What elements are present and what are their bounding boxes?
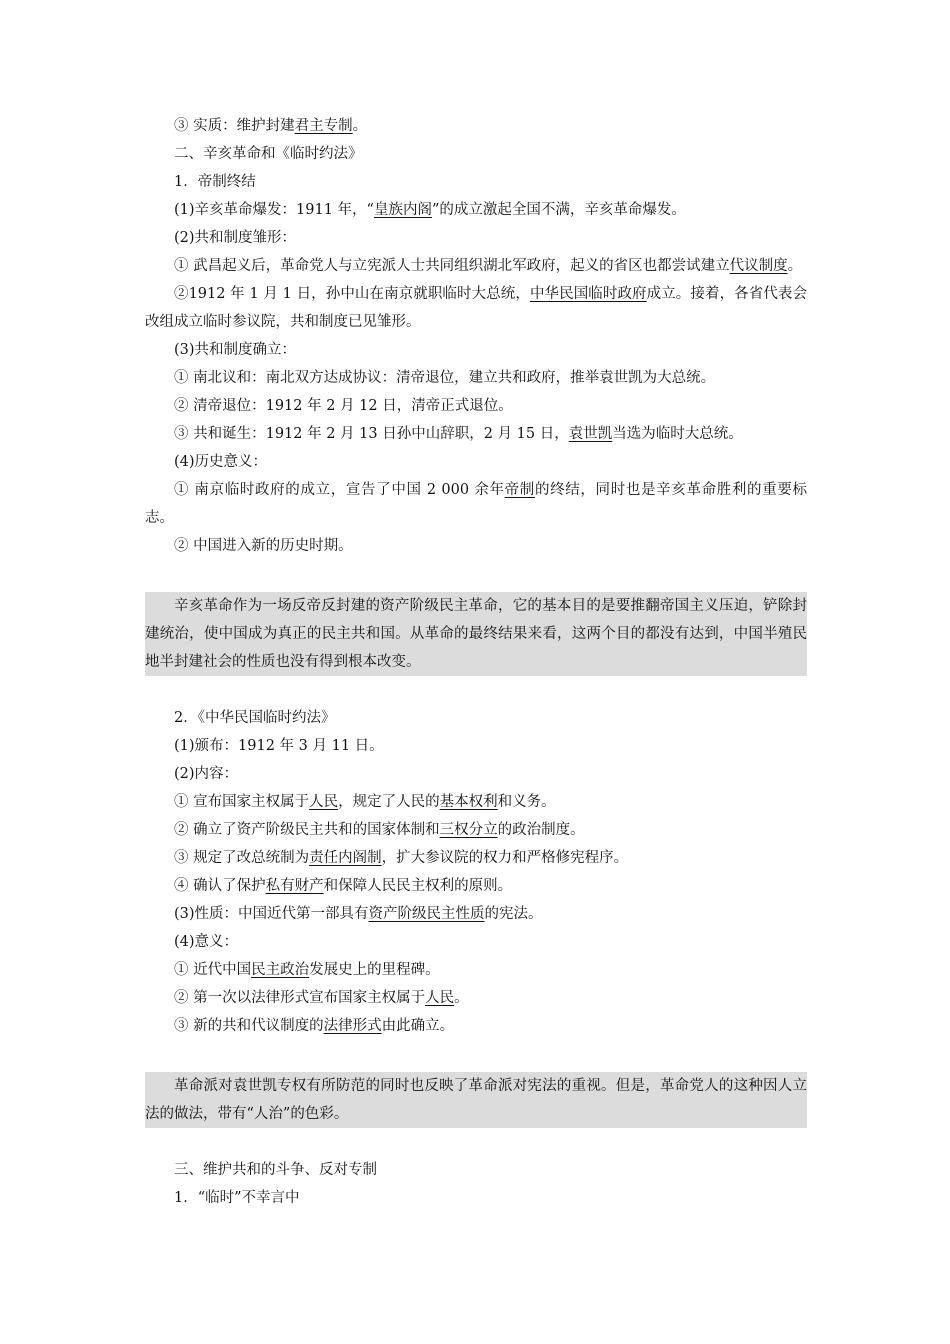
subsection-title: 2．《中华民国临时约法》 bbox=[174, 710, 336, 726]
text: 。 bbox=[454, 990, 469, 1006]
content-item-1 bbox=[145, 788, 807, 816]
keyword: 民主政治 bbox=[251, 962, 310, 978]
prototype-item-1 bbox=[145, 252, 807, 280]
significance-item-2: ② 中国进入新的历史时期。 bbox=[174, 538, 353, 554]
section-heading: 二、辛亥革命和《临时约法》 bbox=[174, 146, 363, 162]
essence-line bbox=[145, 112, 807, 140]
text: 。 bbox=[352, 118, 368, 134]
keyword: 资产阶级民主性质 bbox=[368, 906, 485, 922]
text: ③ 共和诞生：1912 年 2 月 13 日孙中山辞职，2 月 15 日， bbox=[174, 426, 569, 442]
keyword: 基本权利 bbox=[439, 794, 498, 810]
keyword: 帝制 bbox=[504, 482, 535, 498]
content-item-2 bbox=[145, 816, 807, 844]
section-heading: 三、维护共和的斗争、反对专制 bbox=[174, 1162, 377, 1178]
text: 成立。接着，各省代表会改组成立临时参议院，共和制度已见雏形。 bbox=[145, 286, 807, 330]
text: ②1912 年 1 月 1 日，孙中山在南京就职临时大总统， bbox=[174, 286, 530, 302]
text: 的终结，同时也是辛亥革命胜利的重要标志。 bbox=[145, 482, 808, 526]
establish-item-3 bbox=[145, 420, 807, 448]
text: ① 宣布国家主权属于 bbox=[174, 794, 310, 810]
subsection-title: 1．帝制终结 bbox=[174, 174, 256, 190]
text: 。 bbox=[787, 258, 803, 274]
subsection-title: 1．“临时”不幸言中 bbox=[174, 1190, 300, 1206]
text: ② 第一次以法律形式宣布国家主权属于 bbox=[174, 990, 426, 1006]
nature-line bbox=[145, 900, 807, 928]
text: ① 武昌起义后，革命党人与立宪派人士共同组织湖北军政府，起义的省区也都尝试建立 bbox=[174, 258, 730, 274]
text: ① 南京临时政府的成立，宣告了中国 2 000 余年 bbox=[174, 482, 505, 498]
text: ，扩大参议院的权力和严格修宪程序。 bbox=[381, 850, 629, 866]
meaning-item-1 bbox=[145, 956, 807, 984]
text: ③ 实质：维护封建 bbox=[174, 118, 295, 134]
item-title: (4)历史意义： bbox=[174, 454, 268, 470]
item-title: (2)内容： bbox=[174, 766, 239, 782]
text: (1)辛亥革命爆发：1911 年，“ bbox=[174, 202, 374, 218]
spacer bbox=[145, 676, 807, 704]
item-title: (4)意义： bbox=[174, 934, 239, 950]
meaning-item-3 bbox=[145, 1012, 807, 1040]
document-body bbox=[145, 112, 807, 1212]
text: 的政治制度。 bbox=[497, 822, 585, 838]
text: 当选为临时大总统。 bbox=[612, 426, 743, 442]
text: ① 近代中国 bbox=[174, 962, 252, 978]
prototype-item-2 bbox=[145, 280, 807, 336]
text: ③ 新的共和代议制度的 bbox=[174, 1018, 324, 1034]
text: ② 确立了资产阶级民主共和的国家体制和 bbox=[174, 822, 440, 838]
text: 和义务。 bbox=[497, 794, 556, 810]
note-box bbox=[145, 1072, 807, 1128]
keyword: 君主专制 bbox=[294, 118, 353, 134]
note-box bbox=[145, 592, 807, 676]
note-text: 辛亥革命作为一场反帝反封建的资产阶级民主革命，它的基本目的是要推翻帝国主义压迫，铲除封建统治，使中国成为真正的民主共和国。从革命的最终结果来看，这两个目的都没有达到，中国半殖民地半封建社会的性质也没有得到根本改变。 bbox=[145, 598, 807, 670]
note-text: 革命派对袁世凯专权有所防范的同时也反映了革命派对宪法的重视。但是，革命党人的这种因人立法的做法，带有“人治”的色彩。 bbox=[145, 1078, 807, 1122]
text: 的宪法。 bbox=[484, 906, 543, 922]
spacer bbox=[145, 1040, 807, 1068]
spacer bbox=[145, 560, 807, 588]
item-title: (3)共和制度确立： bbox=[174, 342, 297, 358]
keyword: 三权分立 bbox=[439, 822, 498, 838]
outbreak-line bbox=[145, 196, 807, 224]
promulgate-line: (1)颁布：1912 年 3 月 11 日。 bbox=[174, 738, 384, 754]
content-item-3 bbox=[145, 844, 807, 872]
meaning-item-2 bbox=[145, 984, 807, 1012]
keyword: 人民 bbox=[309, 794, 339, 810]
keyword: 皇族内阁 bbox=[373, 202, 432, 218]
text: (3)性质：中国近代第一部具有 bbox=[174, 906, 369, 922]
text: 和保障人民民主权利的原则。 bbox=[323, 878, 513, 894]
keyword: 袁世凯 bbox=[568, 426, 613, 442]
keyword: 私有财产 bbox=[265, 878, 324, 894]
spacer bbox=[145, 1128, 807, 1156]
keyword: 代议制度 bbox=[729, 258, 788, 274]
item-title: (2)共和制度雏形： bbox=[174, 230, 297, 246]
establish-item-1: ① 南北议和：南北双方达成协议：清帝退位，建立共和政府，推举袁世凯为大总统。 bbox=[174, 370, 716, 386]
text: 发展史上的里程碑。 bbox=[309, 962, 440, 978]
text: ④ 确认了保护 bbox=[174, 878, 266, 894]
text: 由此确立。 bbox=[381, 1018, 455, 1034]
establish-item-2: ② 清帝退位：1912 年 2 月 12 日，清帝正式退位。 bbox=[174, 398, 513, 414]
keyword: 法律形式 bbox=[323, 1018, 382, 1034]
significance-item-1 bbox=[145, 476, 807, 532]
keyword: 责任内阁制 bbox=[309, 850, 382, 866]
text: ”的成立激起全国不满，辛亥革命爆发。 bbox=[431, 202, 686, 218]
keyword: 中华民国临时政府 bbox=[529, 286, 647, 302]
content-item-4 bbox=[145, 872, 807, 900]
text: ，规定了人民的 bbox=[338, 794, 440, 810]
text: ③ 规定了改总统制为 bbox=[174, 850, 310, 866]
keyword: 人民 bbox=[425, 990, 455, 1006]
